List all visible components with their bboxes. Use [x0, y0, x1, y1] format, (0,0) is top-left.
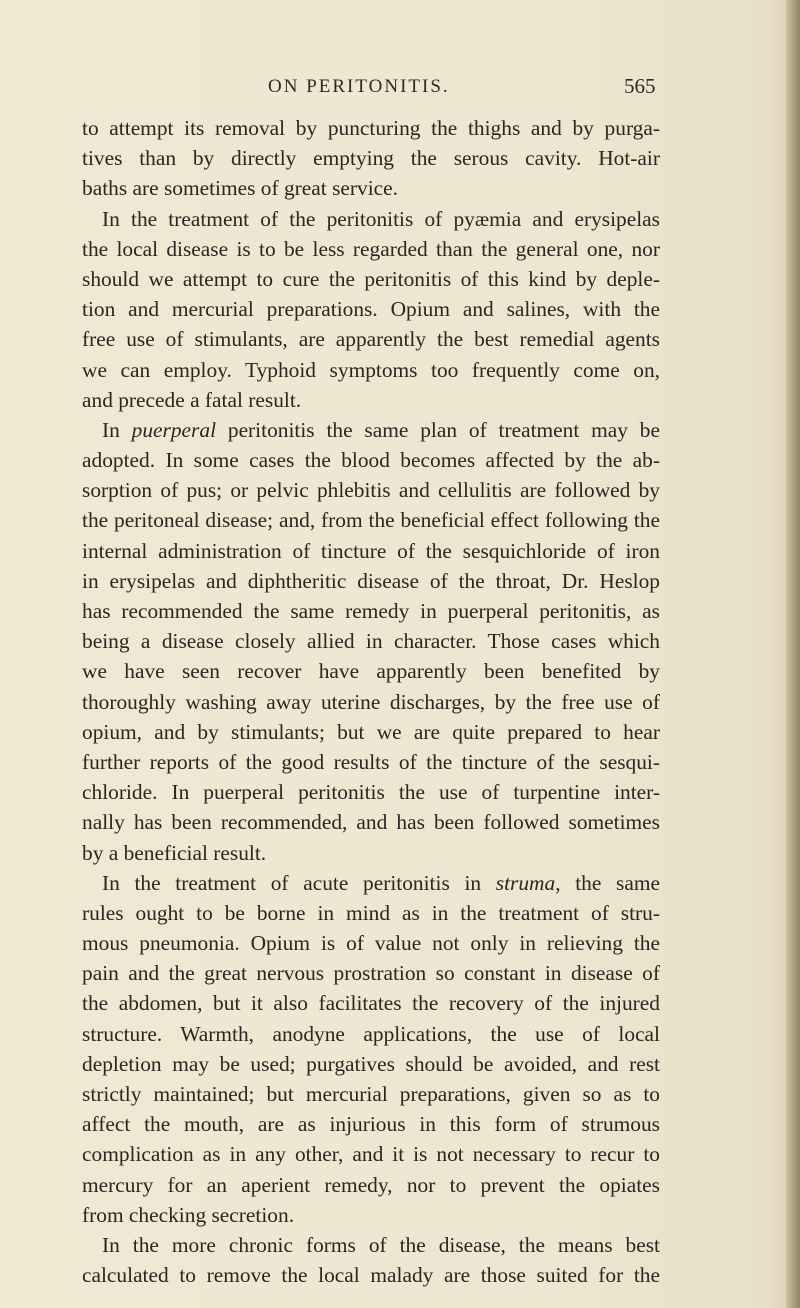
text-line [82, 868, 660, 898]
text-line: rules ought to be borne in mind as in the treatment of stru- [82, 900, 660, 925]
text-line: baths are sometimes of great service. [82, 176, 398, 201]
text-line: mercury for an aperient remedy, nor to prevent the opiates [82, 1172, 660, 1197]
body-text [82, 113, 660, 1290]
text-line: tives than by directly emptying the serous cavity. Hot-air [82, 146, 660, 171]
text-line: nally has been recommended, and has been followed sometimes [82, 810, 660, 835]
text-line: being a disease closely allied in character. Those cases which [82, 629, 660, 654]
text-line: has recommended the same remedy in puerperal peritonitis, as [82, 599, 660, 623]
text-line: we have seen recover have apparently been benefited by [82, 659, 660, 684]
italic-term: puerperal [131, 417, 217, 442]
text-line: In the treatment of the peritonitis of pyæmia and erysipelas [102, 206, 660, 231]
page-number: 565 [624, 74, 656, 98]
text-line: pain and the great nervous prostration so constant in disease of [82, 961, 660, 986]
italic-term: struma [495, 870, 556, 895]
text-line: the abdomen, but it also facilitates the recovery of the injured [82, 991, 660, 1016]
text-line: complication as in any other, and it is not necessary to recur to [82, 1142, 660, 1167]
text-line [82, 415, 660, 445]
text-line: affect the mouth, are as injurious in this form of strumous [82, 1112, 660, 1137]
text-line: strictly maintained; but mercurial preparations, given so as to [82, 1082, 660, 1106]
page-header [0, 70, 800, 100]
text-line: free use of stimulants, are apparently the best remedial agents [82, 327, 660, 352]
text-line: the local disease is to be less regarded than the general one, nor [82, 236, 660, 261]
text-line: internal administration of tincture of the sesquichloride of iron [82, 538, 660, 563]
text-line: In the more chronic forms of the disease, the means best [102, 1232, 660, 1257]
text-segment: In the treatment of acute peritonitis in [102, 870, 496, 895]
running-title: ON PERITONITIS. [268, 76, 450, 97]
text-line: adopted. In some cases the blood becomes affected by the ab- [82, 448, 660, 473]
text-line: mous pneumonia. Opium is of value not only in relieving the [82, 931, 660, 956]
text-line: and precede a fatal result. [82, 387, 302, 412]
text-line: further reports of the good results of the tincture of the sesqui- [82, 749, 660, 774]
text-line: the peritoneal disease; and, from the beneficial effect following the [82, 508, 660, 533]
text-segment: , the same [555, 870, 660, 895]
text-line: thoroughly washing away uterine discharges, by the free use of [82, 689, 660, 714]
text-line: opium, and by stimulants; but we are quite prepared to hear [82, 719, 660, 744]
text-line: by a beneficial result. [82, 840, 267, 865]
text-line: from checking secretion. [82, 1202, 295, 1227]
text-line: in erysipelas and diphtheritic disease of the throat, Dr. Heslop [82, 568, 660, 593]
text-line: depletion may be used; purgatives should be avoided, and rest [82, 1051, 660, 1076]
text-segment: peritonitis the same plan of treatment may be [216, 417, 660, 442]
text-line: sorption of pus; or pelvic phlebitis and cellulitis are followed by [82, 478, 660, 503]
text-line: calculated to remove the local malady are those suited for the [82, 1263, 660, 1288]
text-line: structure. Warmth, anodyne applications, the use of local [82, 1021, 660, 1046]
text-line: should we attempt to cure the peritonitis of this kind by deple- [82, 266, 660, 291]
text-segment: In [102, 417, 132, 442]
page-binding-edge [786, 0, 800, 1308]
text-line: tion and mercurial preparations. Opium and salines, with the [82, 297, 660, 322]
text-line: to attempt its removal by puncturing the thighs and by purga- [82, 116, 660, 140]
text-line: we can employ. Typhoid symptoms too frequently come on, [82, 357, 660, 382]
text-line: chloride. In puerperal peritonitis the use of turpentine inter- [82, 780, 660, 805]
